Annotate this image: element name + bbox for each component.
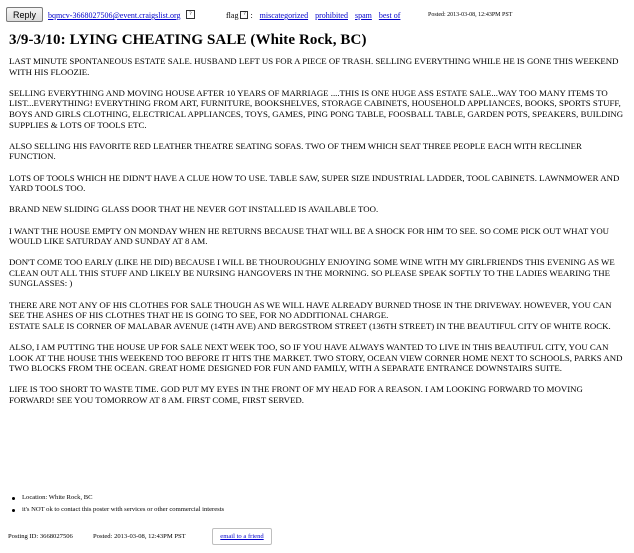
flag-label: flag: [226, 11, 239, 20]
reply-email-link[interactable]: bqmcv-3668027506@event.craigslist.org: [48, 11, 181, 20]
flag-link-spam[interactable]: spam: [354, 11, 372, 20]
posted-date-footer: Posted: 2013-03-08, 12:43PM PST: [93, 533, 186, 540]
reply-button[interactable]: Reply: [6, 7, 43, 22]
body-paragraph: ALSO SELLING HIS FAVORITE RED LEATHER THEATRE SEATING SOFAS. TWO OF THEM WHICH SEAT THREE PEOPLE EACH WITH RECLINER FUNCTION.: [9, 140, 582, 162]
location-notice: Location: White Rock, BC: [10, 492, 224, 504]
flag-section: flag ? : miscategorized prohibited spam best of: [226, 11, 401, 20]
body-paragraph: DON'T COME TOO EARLY (LIKE HE DID) BECAUSE I WILL BE THOUROUGHLY ENJOYING SOME WINE WITH MY GIRLFRIENDS THIS EVENING AS WE CLEAN OUT ALL THIS STUFF AND LIKELY BE NURSING HANGOVERS IN THE MORNING. SO PLEASE SPEAK SOFTLY TO THE LADIES WEARING THE SUNGLASSES: ): [9, 257, 615, 289]
help-icon[interactable]: ?: [186, 10, 195, 19]
body-paragraph: BRAND NEW SLIDING GLASS DOOR THAT HE NEVER GOT INSTALLED IS AVAILABLE TOO.: [9, 204, 379, 215]
posting-notices: [10, 492, 224, 516]
body-paragraph: LIFE IS TOO SHORT TO WASTE TIME. GOD PUT MY EYES IN THE FRONT OF MY HEAD FOR A REASON. I AM LOOKING FORWARD TO MOVING FORWARD! SEE YOU TOMORROW AT 8 AM. FIRST COME, FIRST SERVED.: [9, 384, 583, 405]
flag-link-prohibited[interactable]: prohibited: [315, 11, 348, 20]
posting-id: Posting ID: 3668027506: [8, 533, 73, 540]
body-paragraph: I WANT THE HOUSE EMPTY ON MONDAY WHEN HE RETURNS BECAUSE THAT WILL BE A SHOCK FOR HIM TO SEE. SO COME PICK OUT WHAT YOU WOULD LIKE SATURDAY AND SUNDAY AT 8 AM.: [9, 225, 610, 247]
flag-link-best-of[interactable]: best of: [378, 11, 401, 20]
posting-body: [9, 56, 625, 416]
email-to-friend-link[interactable]: email to a friend: [212, 528, 272, 545]
posting-title: 3/9-3/10: LYING CHEATING SALE (White Rock, BC): [9, 32, 367, 48]
commercial-contact-notice: it's NOT ok to contact this poster with services or other commercial interests: [10, 504, 224, 516]
body-paragraph: ALSO, I AM PUTTING THE HOUSE UP FOR SALE NEXT WEEK TOO, SO IF YOU HAVE ALWAYS WANTED TO LIVE IN THIS BEAUTIFUL CITY, YOU CAN LOOK AT THE HOUSE THIS WEEKEND TOO BEFORE IT HITS THE MARKET. TWO STORY, OCEAN VIEW CORNER HOME NEXT TO SCHOOLS, PARKS AND TWO BLOCKS FROM THE OCEAN. GREAT HOME DESIGNED FOR FUN AND FAMILY, WITH A SEPARATE ENTRANCE DOWNSTAIRS SUITE.: [9, 342, 623, 374]
top-bar: [0, 0, 634, 26]
body-paragraph: LAST MINUTE SPONTANEOUS ESTATE SALE. HUSBAND LEFT US FOR A PIECE OF TRASH. SELLING EVERYTHING WHILE HE IS GONE THIS WEEKEND WITH HIS FLOOZIE.: [9, 56, 619, 77]
body-paragraph: LOTS OF TOOLS WHICH HE DIDN'T HAVE A CLUE HOW TO USE. TABLE SAW, SUPER SIZE INDUSTRIAL LADDER, TOOL CABINETS. LAWNMOWER AND YARD TOOLS TOO.: [9, 172, 620, 194]
flag-help-icon[interactable]: ?: [240, 11, 248, 19]
posted-date-top: Posted: 2013-03-08, 12:43PM PST: [428, 12, 513, 18]
body-paragraph: SELLING EVERYTHING AND MOVING HOUSE AFTER 10 YEARS OF MARRIAGE ....THIS IS ONE HUGE ASS ESTATE SALE...WAY TOO MANY ITEMS TO LIST...EVERYTHING! EVERYTHING FROM ART, FURNITURE, BOOKSHELVES, STORAGE CABINETS, HOUSEHOLD APPLIANCES, BOOKS, SPORTS STUFF, BOYS AND GIRLS CLOTHING, ELECTRICAL APPLIANCES, TOYS, GAMES, PING PONG TABLE, FOOSBALL TABLE, GARDEN POTS, SPEAKERS, BUILDING SUPPLIES & LOTS OF TOOLS ETC.: [9, 87, 624, 130]
flag-link-miscategorized[interactable]: miscategorized: [259, 11, 309, 20]
body-paragraph: THERE ARE NOT ANY OF HIS CLOTHES FOR SALE THOUGH AS WE WILL HAVE ALREADY BURNED THOSE IN THE DRIVEWAY. HOWEVER, YOU CAN SEE THE ASHES OF HIS CLOTHES THAT HE IS GOING TO SEE, FOR NO ADDITIONAL CHARGE. ESTATE SALE IS CORNER OF MALABAR AVENUE (14TH AVE) AND BERGSTROM STREET (136TH STREET) IN THE BEAUTIFUL CITY OF WHITE ROCK.: [9, 299, 612, 331]
